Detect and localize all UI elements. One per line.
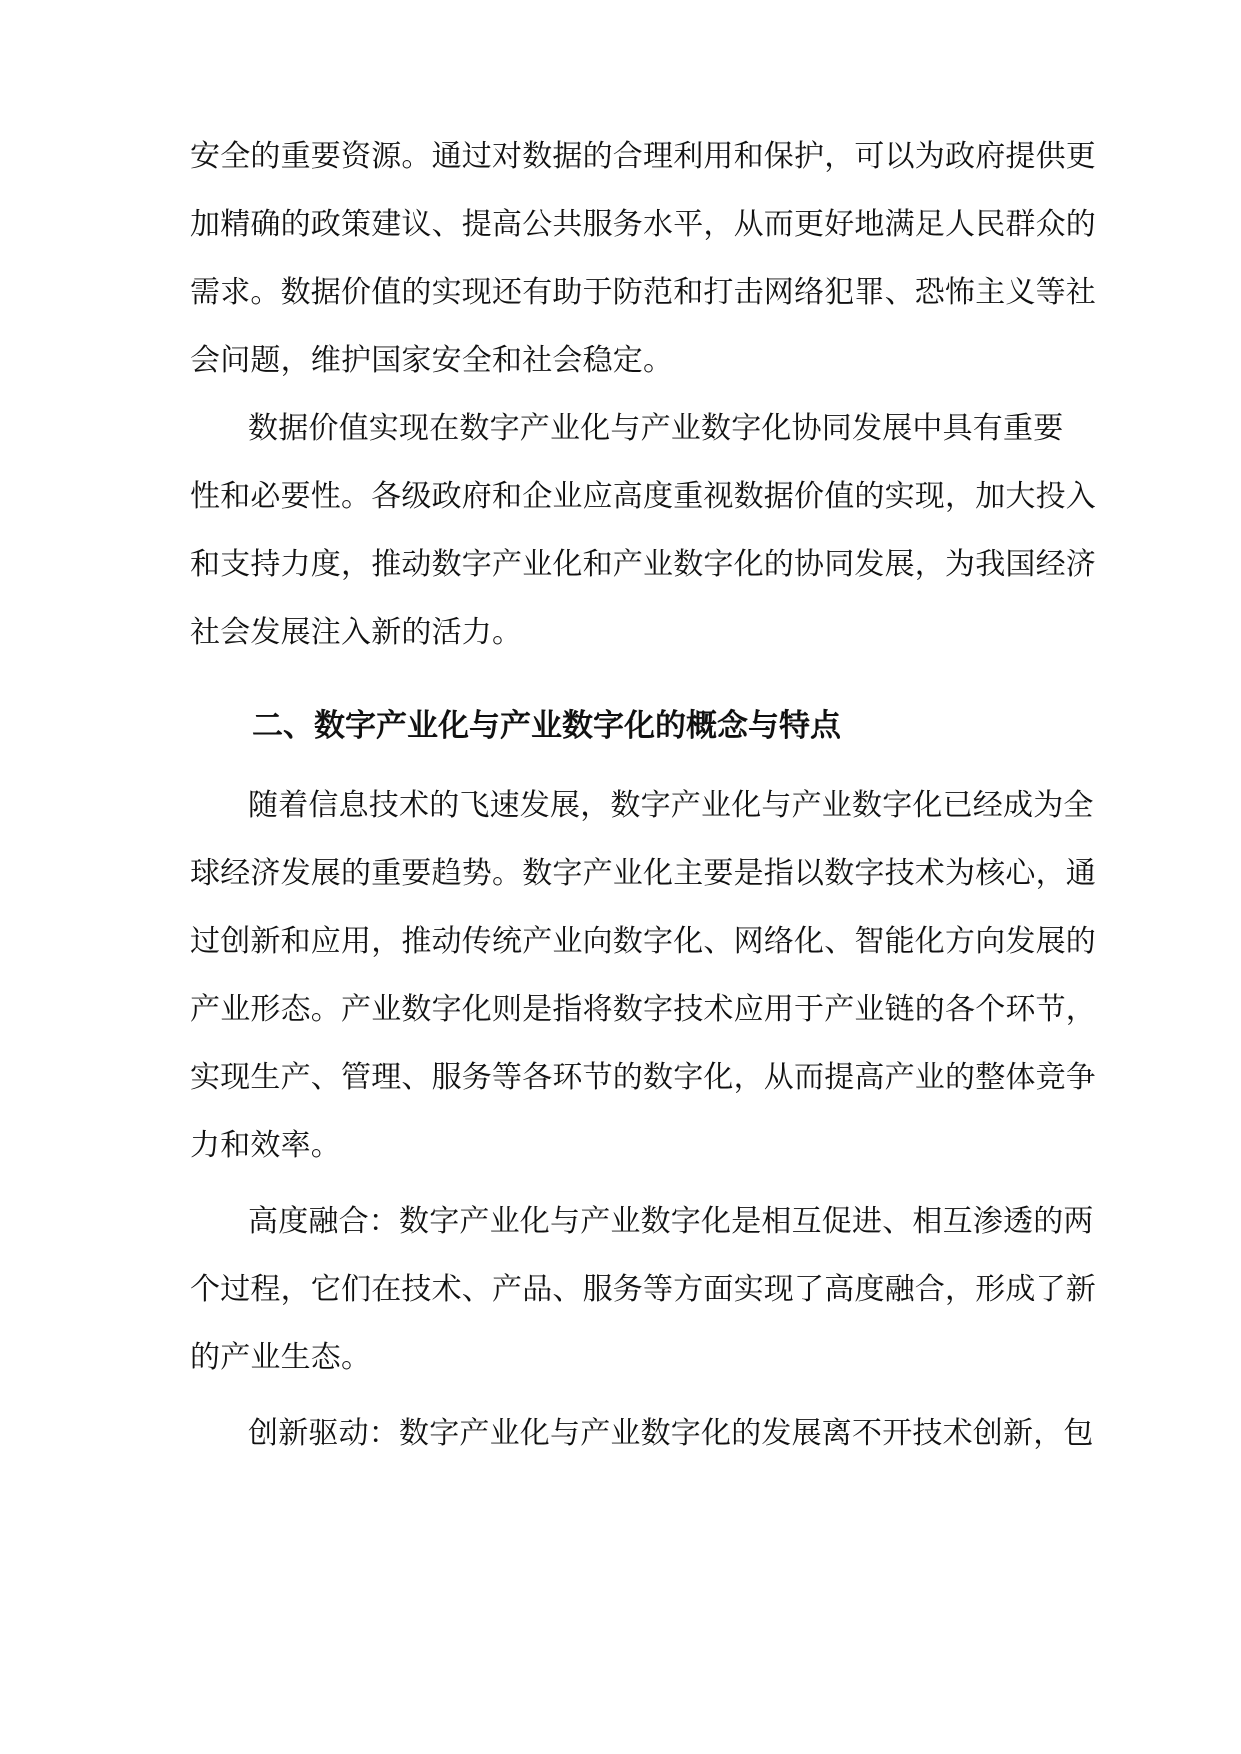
text-line: 力和效率。 [190, 1128, 341, 1163]
text-line: 性和必要性。各级政府和企业应高度重视数据价值的实现，加大投入 [190, 479, 1096, 514]
text-line: 的产业生态。 [190, 1340, 372, 1375]
text-line: 需求。数据价值的实现还有助于防范和打击网络犯罪、恐怖主义等社 [190, 275, 1096, 310]
text-line: 社会发展注入新的活力。 [190, 615, 523, 650]
text-line: 球经济发展的重要趋势。数字产业化主要是指以数字技术为核心，通 [190, 856, 1096, 891]
section-heading: 二、数字产业化与产业数字化的概念与特点 [252, 708, 841, 744]
text-line: 过创新和应用，推动传统产业向数字化、网络化、智能化方向发展的 [190, 924, 1096, 959]
text-line: 数据价值实现在数字产业化与产业数字化协同发展中具有重要 [248, 411, 1064, 446]
text-line: 安全的重要资源。通过对数据的合理利用和保护，可以为政府提供更 [190, 139, 1096, 174]
text-line: 和支持力度，推动数字产业化和产业数字化的协同发展，为我国经济 [190, 547, 1096, 582]
text-line: 创新驱动：数字产业化与产业数字化的发展离不开技术创新，包 [248, 1416, 1094, 1451]
text-line: 个过程，它们在技术、产品、服务等方面实现了高度融合，形成了新 [190, 1272, 1096, 1307]
text-line: 实现生产、管理、服务等各环节的数字化，从而提高产业的整体竞争 [190, 1060, 1096, 1095]
text-line: 随着信息技术的飞速发展，数字产业化与产业数字化已经成为全 [248, 788, 1094, 823]
text-line: 加精确的政策建议、提高公共服务水平，从而更好地满足人民群众的 [190, 207, 1096, 242]
text-line: 产业形态。产业数字化则是指将数字技术应用于产业链的各个环节， [190, 992, 1096, 1027]
text-line: 高度融合：数字产业化与产业数字化是相互促进、相互渗透的两 [248, 1204, 1094, 1239]
text-line: 会问题，维护国家安全和社会稳定。 [190, 343, 674, 378]
